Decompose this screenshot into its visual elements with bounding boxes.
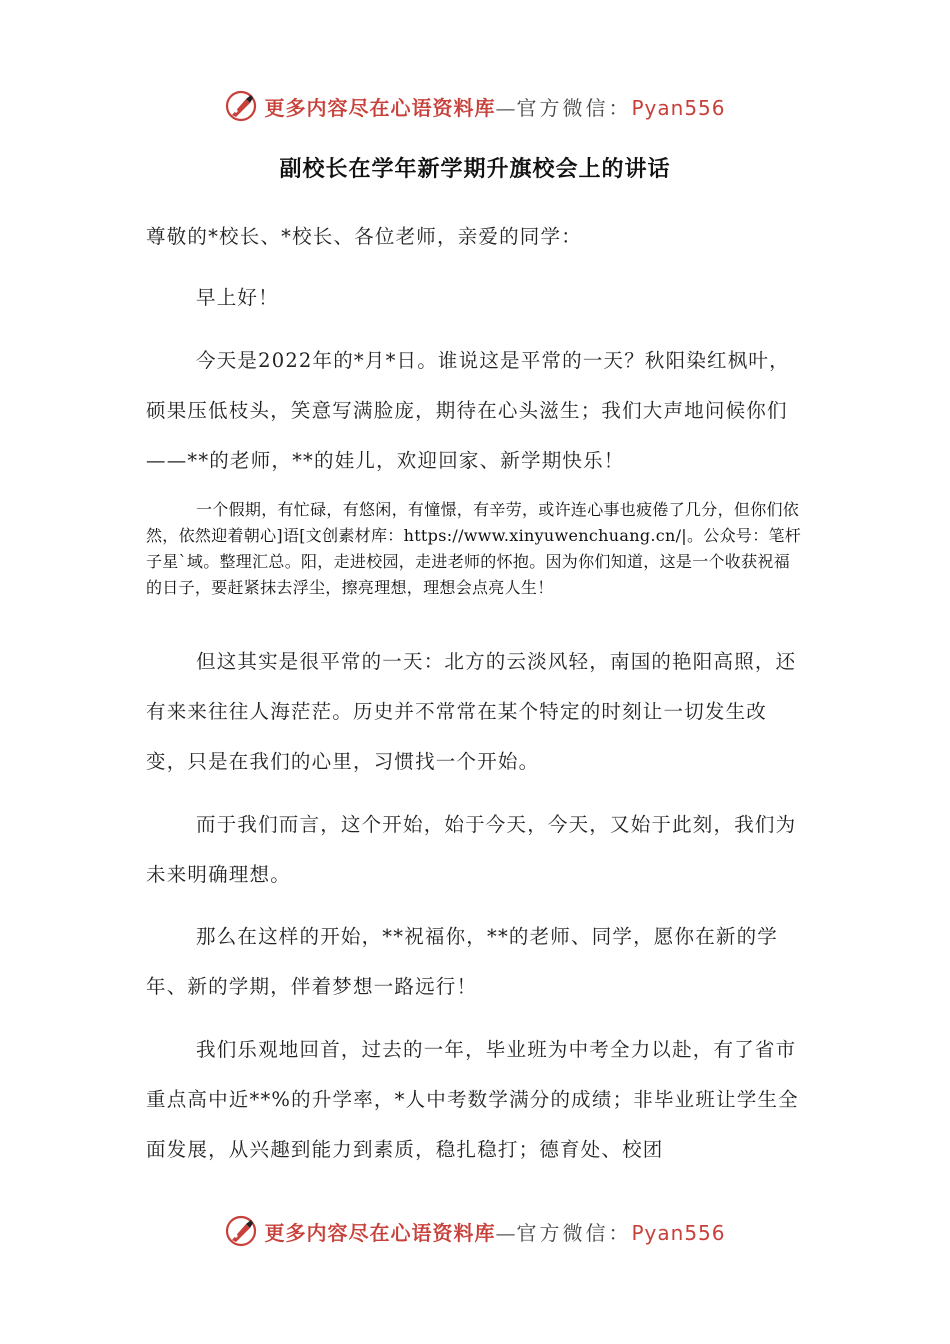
banner-main-text: 更多内容尽在心语资料库 xyxy=(264,1220,496,1245)
banner-text xyxy=(264,1217,725,1246)
banner-dash: — xyxy=(495,1220,517,1245)
banner-wechat-label: 官方微信： xyxy=(516,95,632,120)
paragraph-7: 我们乐观地回首，过去的一年，毕业班为中考全力以赴，有了省市重点高中近**%的升学率，*人中考数学满分的成绩；非毕业班让学生全面发展，从兴趣到能力到素质，稳扎稳打；德育处、校团 xyxy=(146,1038,799,1161)
paragraph-6: 那么在这样的开始，**祝福你，**的老师、同学，愿你在新的学年、新的学期，伴着梦想一路远行！ xyxy=(146,925,779,998)
banner-wechat-label: 官方微信： xyxy=(516,1220,632,1245)
footer-banner xyxy=(0,1209,950,1253)
paragraph-3: 一个假期，有忙碌，有悠闲，有憧憬，有辛劳，或许连心事也疲倦了几分，但你们依然，依然迎着朝心]语[文创素材库：https://www.xinyuwenchuang.cn/|。公众号：笔杆子星`域。整理汇总。阳，走进校园，走进老师的怀抱。因为你们知道，这是一个收获祝福的日子，要赶紧抹去浮尘，擦亮理想，理想会点亮人生！ xyxy=(146,500,802,597)
banner-main-text: 更多内容尽在心语资料库 xyxy=(264,95,496,120)
pen-nib-logo-icon xyxy=(224,89,258,123)
paragraph-4: 但这其实是很平常的一天：北方的云淡风轻，南国的艳阳高照，还有来来往往人海茫茫。历史并不常常在某个特定的时刻让一切发生改变，只是在我们的心里，习惯找一个开始。 xyxy=(146,650,797,773)
paragraph-2: 今天是2022年的*月*日。谁说这是平常的一天？秋阳染红枫叶，硕果压低枝头，笑意写满脸庞，期待在心头滋生；我们大声地问候你们——**的老师，**的娃儿，欢迎回家、新学期快乐！ xyxy=(146,349,790,472)
paragraph-5: 而于我们而言，这个开始，始于今天，今天，又始于此刻，我们为未来明确理想。 xyxy=(146,813,797,886)
banner-dash: — xyxy=(495,95,517,120)
banner-wechat-id: Pyan556 xyxy=(631,1220,726,1245)
banner-wechat-id: Pyan556 xyxy=(631,95,726,120)
salutation: 尊敬的*校长、*校长、各位老师，亲爱的同学： xyxy=(146,225,582,248)
pen-nib-logo-icon xyxy=(224,1214,258,1248)
paragraph-1: 早上好！ xyxy=(196,286,279,309)
header-banner xyxy=(0,84,950,128)
banner-text xyxy=(264,92,725,121)
document-title: 副校长在学年新学期升旗校会上的讲话 xyxy=(279,157,671,182)
